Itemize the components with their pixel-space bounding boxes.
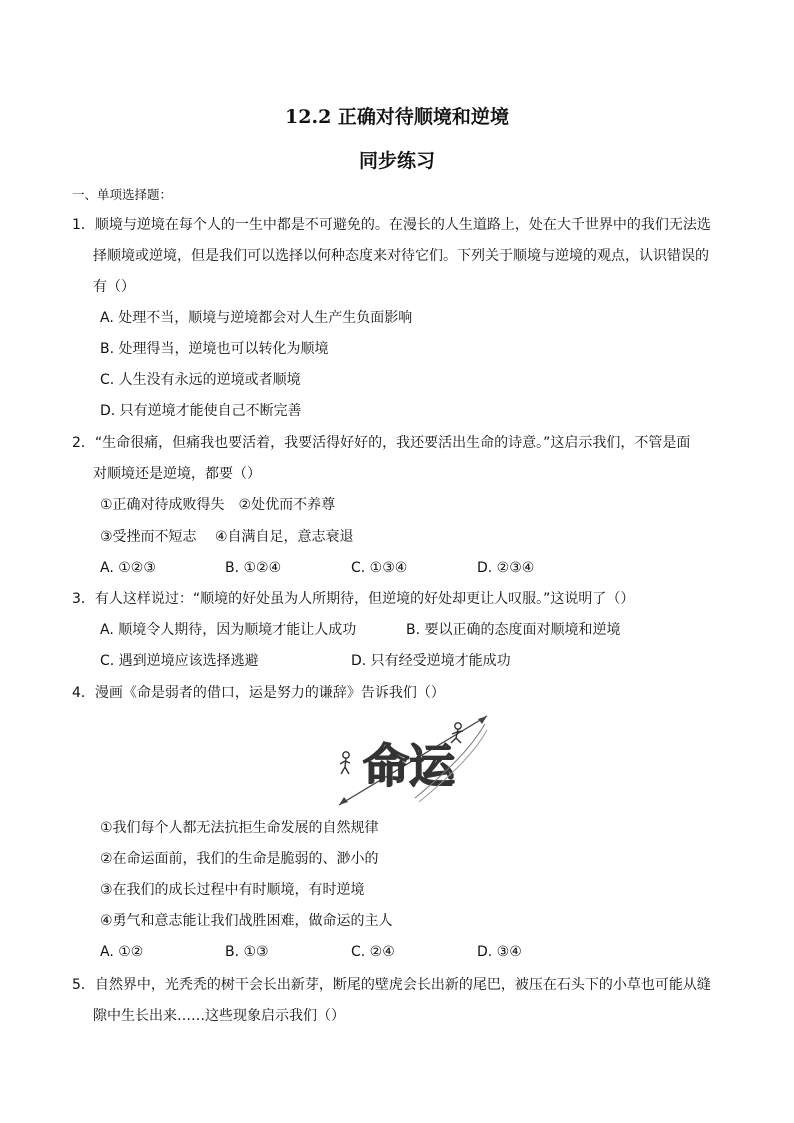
question-4-statement-4: ④勇气和意志能让我们战胜困难，做命运的主人 [100,913,393,929]
question-1-line-3: 有（） [93,279,135,295]
page-subtitle: 同步练习 [358,150,435,172]
question-4-option-c[interactable]: C. ②④ [351,944,395,960]
question-2-option-d[interactable]: D. ②③④ [477,560,535,576]
question-2-option-a[interactable]: A. ①②③ [100,560,156,576]
question-5-line-2: 隙中生长出来……这些现象启示我们（） [93,1008,345,1024]
question-4-statement-1: ①我们每个人都无法抗拒生命发展的自然规律 [100,820,379,836]
question-2-option-b[interactable]: B. ①②④ [225,560,282,576]
section-heading: 一、单项选择题： [72,187,173,202]
question-3-option-a[interactable]: A. 顺境令人期待，因为顺境才能让人成功 [100,622,357,638]
question-2-statements-1: ①正确对待成败得失 ②处优而不养尊 [100,497,336,513]
question-4-option-d[interactable]: D. ③④ [477,944,522,960]
question-4-option-a[interactable]: A. ①② [100,944,144,960]
question-2-line-1: 2．“生命很痛，但痛我也要活着，我要活得好好的，我还要活出生命的诗意。”这启示我们，不管是面 [72,435,691,451]
question-2-statements-2: ③受挫而不短志 ④自满自足，意志衰退 [100,529,354,545]
question-3-option-d[interactable]: D. 只有经受逆境才能成功 [351,653,511,669]
question-4-statement-3: ③在我们的成长过程中有时顺境，有时逆境 [100,882,365,898]
question-1-option-d[interactable]: D. 只有逆境才能使自己不断完善 [100,403,302,419]
cartoon-illustration [327,710,497,810]
question-1-option-a[interactable]: A. 处理不当，顺境与逆境都会对人生产生负面影响 [100,310,413,326]
page-title: 12.2 正确对待顺境和逆境 [285,106,509,128]
question-1-option-b[interactable]: B. 处理得当，逆境也可以转化为顺境 [100,341,329,357]
question-5-line-1: 5．自然界中，光秃秃的树干会长出新芽，断尾的壁虎会长出新的尾巴，被压在石头下的小草也可能从缝 [72,977,711,993]
question-2-option-c[interactable]: C. ①③④ [351,560,408,576]
question-1-line-2: 择顺境或逆境，但是我们可以选择以何种态度来对待它们。下列关于顺境与逆境的观点，认识错误的 [93,248,709,264]
walking-figure-icon [340,752,350,774]
question-1-line-1: 1．顺境与逆境在每个人的一生中都是不可避免的。在漫长的人生道路上，处在大千世界中的我们无法选 [72,217,711,233]
question-4-line-1: 4．漫画《命是弱者的借口，运是努力的谦辞》告诉我们（） [72,685,445,701]
question-3-line-1: 3．有人这样说过：“顺境的好处虽为人所期待，但逆境的好处却更让人叹服。”这说明了（） [72,591,635,607]
question-4-option-b[interactable]: B. ①③ [225,944,269,960]
question-2-line-2: 对顺境还是逆境，都要（） [93,466,261,482]
cartoon-figure [327,710,497,810]
question-4-statement-2: ②在命运面前，我们的生命是脆弱的、渺小的 [100,851,379,867]
question-3-option-b[interactable]: B. 要以正确的态度面对顺境和逆境 [406,622,621,638]
question-3-option-c[interactable]: C. 遇到逆境应该选择逃避 [100,653,259,669]
question-1-option-c[interactable]: C. 人生没有永远的逆境或者顺境 [100,372,301,388]
cartoon-word: 命运 [363,739,455,793]
